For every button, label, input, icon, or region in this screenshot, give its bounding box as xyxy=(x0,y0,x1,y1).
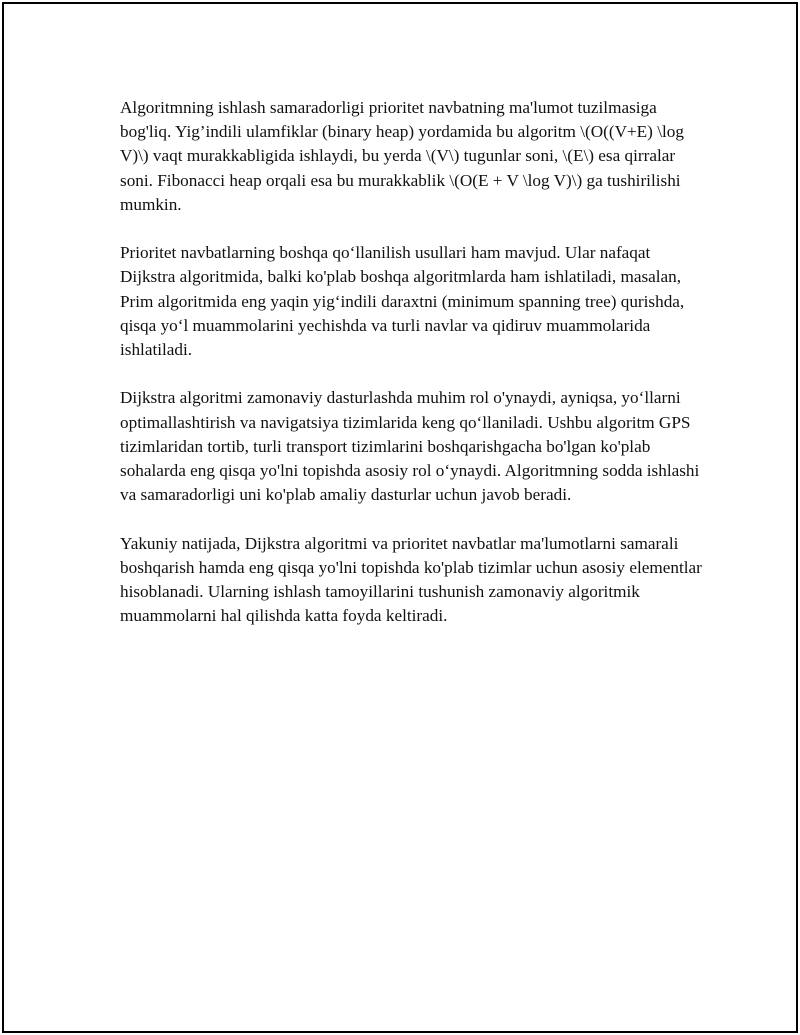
paragraph-priority-queue-uses: Prioritet navbatlarning boshqa qo‘llanilish usullari ham mavjud. Ular nafaqat Dijkstra algoritmida, balki ko'plab boshqa algoritmlarda ham ishlatiladi, masalan, Prim algoritmida eng yaqin yig‘indili daraxtni (minimum spanning tree) qurishda, qisqa yo‘l muammolarini yechishda va turli navlar va qidiruv muammolarida ishlatiladi. xyxy=(120,243,685,360)
document-body xyxy=(120,96,704,653)
paragraph-heap-complexity: Algoritmning ishlash samaradorligi prioritet navbatning ma'lumot tuzilmasiga bog'liq. Yig’indili ulamfiklar (binary heap) yordamida bu algoritm \(O((V+E) \log V)\) vaqt murakkabligida ishlaydi, bu yerda \(V\) tugunlar soni, \(E\) esa qirralar soni. Fibonacci heap orqali esa bu murakkablik \(O(E + V \log V)\) ga tushirilishi mumkin. xyxy=(120,98,684,214)
document-page xyxy=(2,2,798,1033)
paragraph-conclusion: Yakuniy natijada, Dijkstra algoritmi va prioritet navbatlar ma'lumotlarni samarali boshqarish hamda eng qisqa yo'lni topishda ko'plab tizimlar uchun asosiy elementlar hisoblanadi. Ularning ishlash tamoyillarini tushunish zamonaviy algoritmik muammolarni hal qilishda katta foyda keltiradi. xyxy=(120,533,702,626)
paragraph-dijkstra-applications: Dijkstra algoritmi zamonaviy dasturlashda muhim rol o'ynaydi, ayniqsa, yo‘llarni optimallashtirish va navigatsiya tizimlarida keng qo‘llaniladi. Ushbu algoritm GPS tizimlaridan tortib, turli transport tizimlarini boshqarishgacha bo'lgan ko'plab sohalarda eng qisqa yo'lni topishda asosiy rol o‘ynaydi. Algoritmning sodda ishlashi va samaradorligi uni ko'plab amaliy dasturlar uchun javob beradi. xyxy=(120,388,700,505)
